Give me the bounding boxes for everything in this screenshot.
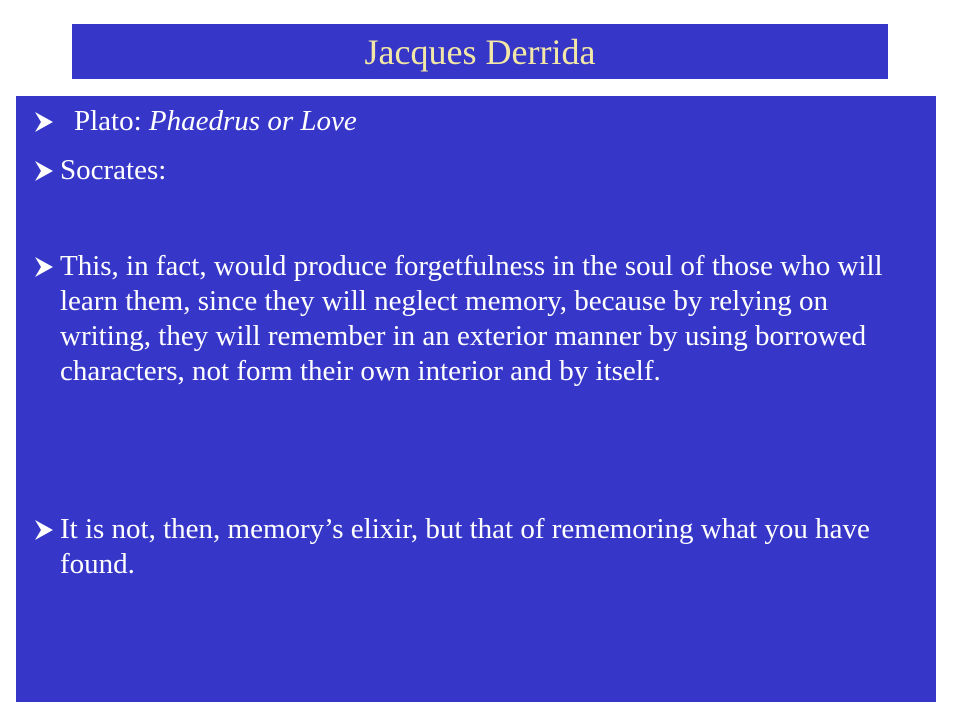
bullet-text: [60, 104, 913, 139]
arrowhead-bullet-icon: [33, 153, 60, 188]
bullet-text-italic: Phaedrus or Love: [148, 105, 357, 137]
bullet-text: This, in fact, would produce forgetfulness in the soul of those who will learn them, since they will neglect memory, because by relying on writing, they will remember in an exterior manner by using borrowed characters, not form their own interior and by itself.: [60, 250, 883, 387]
arrowhead-bullet-icon: [33, 512, 60, 547]
bullet-text: Socrates:: [60, 154, 167, 186]
slide-title: Jacques Derrida: [364, 31, 596, 72]
bullet-item-socrates: [33, 153, 913, 188]
bullet-item-quote: [33, 249, 913, 389]
bullet-item-plato: [33, 104, 913, 139]
bullet-text-plain: Plato:: [74, 105, 149, 137]
title-bar: [72, 24, 888, 79]
content-panel: [16, 96, 936, 702]
arrowhead-bullet-icon: [33, 249, 60, 284]
arrowhead-bullet-icon: [33, 104, 60, 139]
bullet-item-elixir: [33, 512, 913, 582]
bullet-text: It is not, then, memory’s elixir, but that of rememoring what you have found.: [60, 513, 870, 580]
